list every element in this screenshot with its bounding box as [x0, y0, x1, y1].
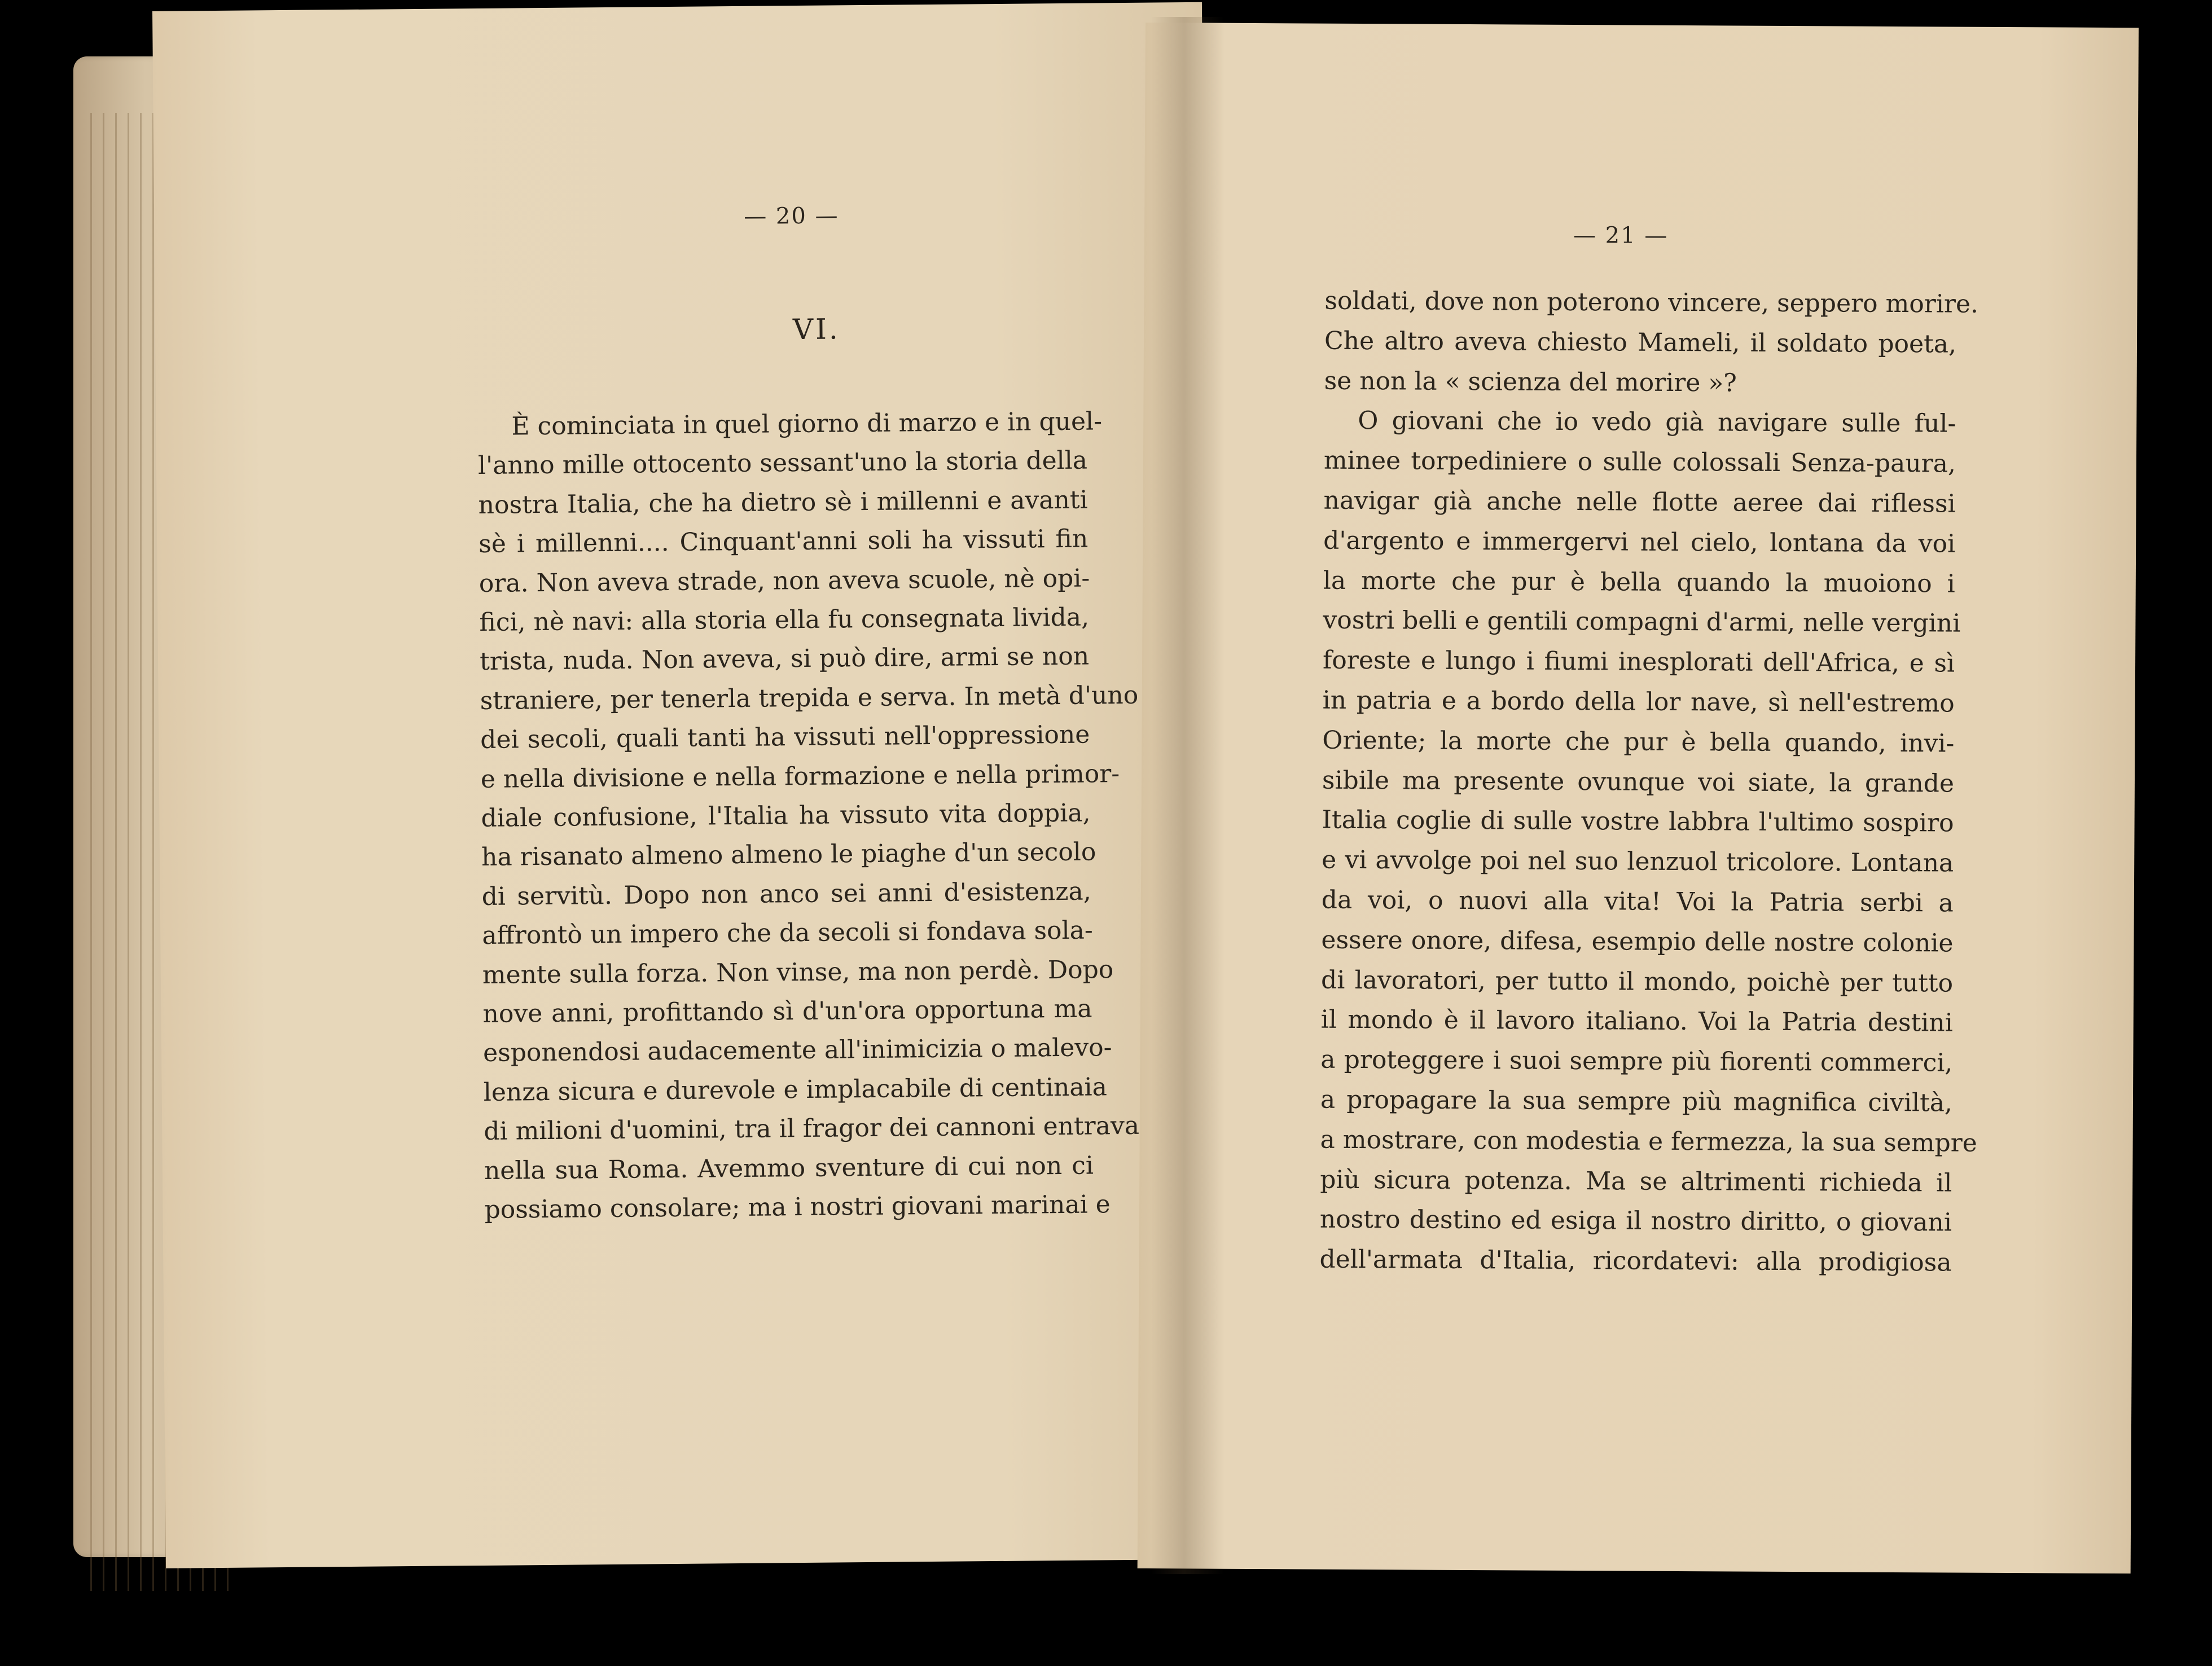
- text-line: Che altro aveva chiesto Mameli, il soldato poeta,: [1324, 326, 1957, 359]
- text-line: nostra Italia, che ha dietro sè i millenni e avanti: [478, 485, 1088, 520]
- text-line: ora. Non aveva strade, non aveva scuole, nè opi-: [479, 564, 1090, 598]
- text-line: dei secoli, quali tanti ha vissuti nell'oppressione: [480, 720, 1090, 755]
- text-line: l'anno mille ottocento sessant'uno la storia della: [477, 446, 1088, 481]
- text-line: e vi avvolge poi nel suo lenzuol tricolore. Lontana: [1322, 845, 1954, 878]
- text-line: soldati, dove non poterono vincere, seppero morire.: [1324, 286, 1979, 319]
- text-line: Italia coglie di sulle vostre labbra l'ultimo sospiro: [1322, 806, 1954, 838]
- left-page: [152, 2, 1215, 1568]
- text-line: straniere, per tenerla trepida e serva. In metà d'uno: [480, 680, 1139, 715]
- text-line: da voi, o nuovi alla vita! Voi la Patria serbi a: [1321, 885, 1954, 918]
- text-line: se non la « scienza del morire »?: [1324, 366, 1737, 398]
- text-line: di milioni d'uomini, tra il fragor dei cannoni entrava: [484, 1111, 1140, 1146]
- text-line: O giovani che io vedo già navigare sulle ful-: [1358, 406, 1956, 438]
- text-line: È cominciata in quel giorno di marzo e in quel-: [511, 407, 1103, 441]
- text-line: lenza sicura e durevole e implacabile di centinaia: [483, 1072, 1108, 1107]
- text-line: di servitù. Dopo non anco sei anni d'esistenza,: [481, 877, 1091, 911]
- text-line: ha risanato almeno almeno le piaghe d'un secolo: [481, 837, 1096, 872]
- text-line: più sicura potenza. Ma se altrimenti richieda il: [1320, 1165, 1952, 1198]
- text-line: affrontò un impero che da secoli si fondava sola-: [482, 916, 1093, 951]
- text-line: trista, nuda. Non aveva, si può dire, armi se non: [479, 641, 1090, 676]
- text-line: mente sulla forza. Non vinse, ma non perdè. Dopo: [482, 955, 1114, 990]
- text-line: sibile ma presente ovunque voi siate, la grande: [1322, 766, 1955, 798]
- right-page-number: — 21 —: [1573, 222, 1669, 249]
- text-line: minee torpediniere o sulle colossali Senza-paura,: [1323, 446, 1956, 478]
- text-line: a mostrare, con modestia e fermezza, la sua sempre: [1320, 1125, 1977, 1158]
- text-line: in patria e a bordo della lor nave, sì nell'estremo: [1322, 685, 1955, 718]
- text-line: di lavoratori, per tutto il mondo, poichè per tutto: [1320, 965, 1954, 998]
- text-line: esponendosi audacemente all'inimicizia o malevo-: [482, 1033, 1112, 1068]
- text-line: la morte che pur è bella quando la muoiono i: [1323, 566, 1955, 599]
- text-line: nostro destino ed esiga il nostro diritto, o giovani: [1319, 1205, 1952, 1237]
- right-page: [1138, 23, 2139, 1573]
- text-line: fici, nè navi: alla storia ella fu consegnata livida,: [479, 603, 1090, 637]
- text-line: nella sua Roma. Avemmo sventure di cui non ci: [484, 1151, 1094, 1185]
- book-gutter: [1151, 17, 1224, 1574]
- text-line: il mondo è il lavoro italiano. Voi la Patria destini: [1320, 1005, 1953, 1038]
- text-line: vostri belli e gentili compagni d'armi, nelle vergini: [1323, 606, 1961, 638]
- text-line: essere onore, difesa, esempio delle nostre colonie: [1321, 925, 1954, 958]
- text-line: d'argento e immergervi nel cielo, lontana da voi: [1323, 526, 1956, 559]
- text-line: possiamo consolare; ma i nostri giovani marinai e: [484, 1190, 1111, 1224]
- text-line: diale confusione, l'Italia ha vissuto vita doppia,: [481, 798, 1091, 833]
- chapter-heading: VI.: [792, 313, 840, 346]
- left-page-number: — 20 —: [744, 203, 839, 230]
- text-line: e nella divisione e nella formazione e nella primor-: [480, 759, 1120, 794]
- text-line: a proteggere i suoi sempre più fiorenti commerci,: [1320, 1045, 1953, 1078]
- text-line: foreste e lungo i fiumi inesplorati dell'Africa, e sì: [1322, 645, 1955, 678]
- open-book: [62, 11, 2156, 1636]
- text-line: nove anni, profittando sì d'un'ora opportuna ma: [482, 994, 1092, 1028]
- text-line: sè i millenni.... Cinquant'anni soli ha vissuti fin: [479, 524, 1089, 559]
- text-line: a propagare la sua sempre più magnifica civiltà,: [1320, 1085, 1953, 1118]
- text-line: Oriente; la morte che pur è bella quando, invi-: [1322, 726, 1955, 758]
- text-line: dell'armata d'Italia, ricordatevi: alla prodigiosa: [1319, 1245, 1952, 1277]
- text-line: navigar già anche nelle flotte aeree dai riflessi: [1323, 486, 1956, 518]
